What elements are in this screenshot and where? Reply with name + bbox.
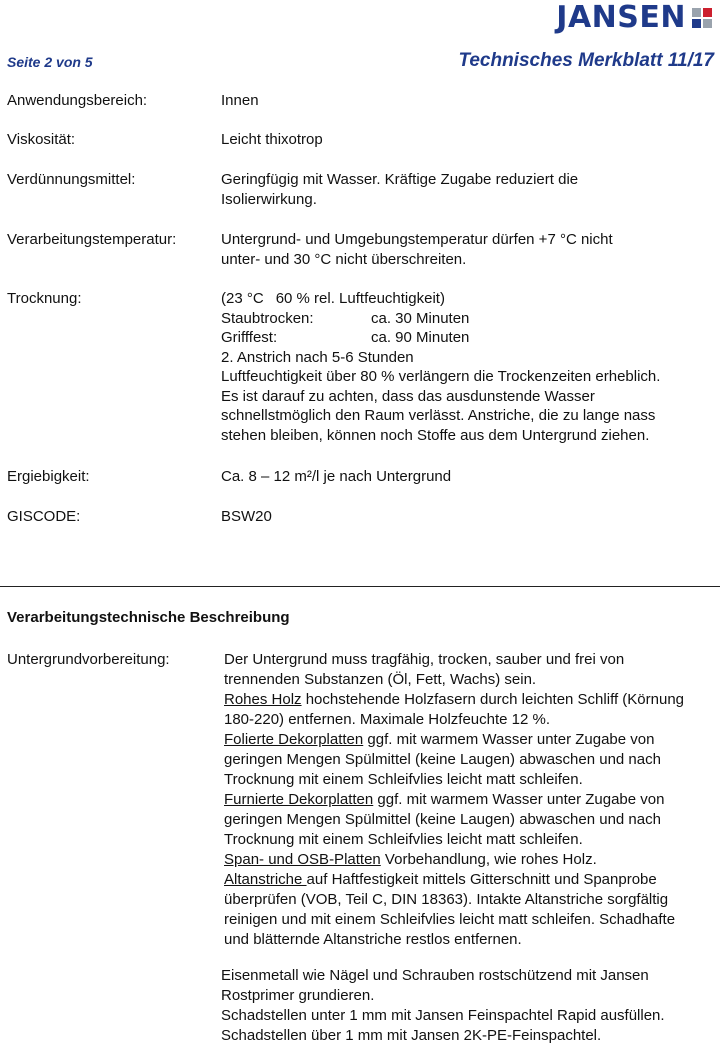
property-label: GISCODE: <box>7 508 81 525</box>
property-value: BSW20 <box>221 508 272 525</box>
untergrund-label: Untergrundvorbereitung: <box>7 651 170 668</box>
logo-text: JANSEN <box>556 0 686 35</box>
underlined-term: Folierte Dekorplatten <box>224 731 364 748</box>
property-value: (23 °C 60 % rel. Luftfeuchtigkeit) Staubtrocken: ca. 30 Minuten Grifffest: ca. 90 Minuten 2. Anstrich nach 5-6 Stunden Luftfeuchtigkeit über 80 % verlängern die Trockenzeiten erheblich. Es ist darauf zu achten, dass das ausdunstende Wasser schnellstmöglich den Raum verlässt. Anstriche, die zu lange nass stehen bleiben, können noch Stoffe aus dem Untergrund ziehen. <box>221 290 661 444</box>
underlined-term: Altanstriche <box>224 871 307 888</box>
property-label: Viskosität: <box>7 131 76 148</box>
property-label: Verdünnungsmittel: <box>7 171 136 188</box>
underlined-term: Rohes Holz <box>224 691 302 708</box>
property-value: Geringfügig mit Wasser. Kräftige Zugabe reduziert die Isolierwirkung. <box>221 171 579 208</box>
underlined-term: Furnierte Dekorplatten <box>224 791 374 808</box>
page-number: Seite 2 von 5 <box>7 54 93 70</box>
section-divider <box>0 586 720 587</box>
underlined-term: Span- und OSB-Platten <box>224 851 381 868</box>
logo-squares-icon <box>692 8 712 28</box>
property-label: Trocknung: <box>7 290 82 307</box>
untergrund-description: Der Untergrund muss tragfähig, trocken, sauber und frei von trennenden Substanzen (Öl, Fett, Wachs) sein. Rohes Holz hochstehende Holzfasern durch leichten Schliff (Körnung 180-220) entfernen. Maximale Holzfeuchte 12 %. Folierte Dekorplatten ggf. mit warmem Wasser unter Zugabe von geringen Mengen Spülmittel (keine Laugen) abwaschen und nach Trocknung mit einem Schleifvlies leicht matt schleifen. Furnierte Dekorplatten ggf. mit warmem Wasser unter Zugabe von geringen Mengen Spülmittel (keine Laugen) abwaschen und nach Trocknung mit einem Schleifvlies leicht matt schleifen. Span- und OSB-Platten Vorbehandlung, wie rohes Holz. Altanstriche auf Haftfestigkeit mittels Gitterschnitt und Spanprobe überprüfen (VOB, Teil C, DIN 18363). Intakte Altanstriche sorgfältig reinigen und mit einem Schleifvlies leicht matt schleifen. Schadhafte und blätternde Altanstriche restlos entfernen. <box>224 651 685 948</box>
property-value: Ca. 8 – 12 m²/l je nach Untergrund <box>221 468 452 485</box>
property-value: Innen <box>221 92 259 109</box>
additional-notes: Eisenmetall wie Nägel und Schrauben rostschützend mit Jansen Rostprimer grundieren. Schadstellen unter 1 mm mit Jansen Feinspachtel Rapid ausfüllen. Schadstellen über 1 mm mit Jansen 2K-PE-Feinspachtel. <box>221 967 665 1044</box>
property-value: Untergrund- und Umgebungstemperatur dürfen +7 °C nicht unter- und 30 °C nicht überschreiten. <box>221 231 613 268</box>
jansen-logo <box>556 0 712 36</box>
document-title: Technisches Merkblatt 11/17 <box>458 50 714 71</box>
property-label: Ergiebigkeit: <box>7 468 90 485</box>
property-label: Verarbeitungstemperatur: <box>7 231 177 248</box>
section-title: Verarbeitungstechnische Beschreibung <box>7 609 290 626</box>
property-value: Leicht thixotrop <box>221 131 323 148</box>
property-label: Anwendungsbereich: <box>7 92 148 109</box>
